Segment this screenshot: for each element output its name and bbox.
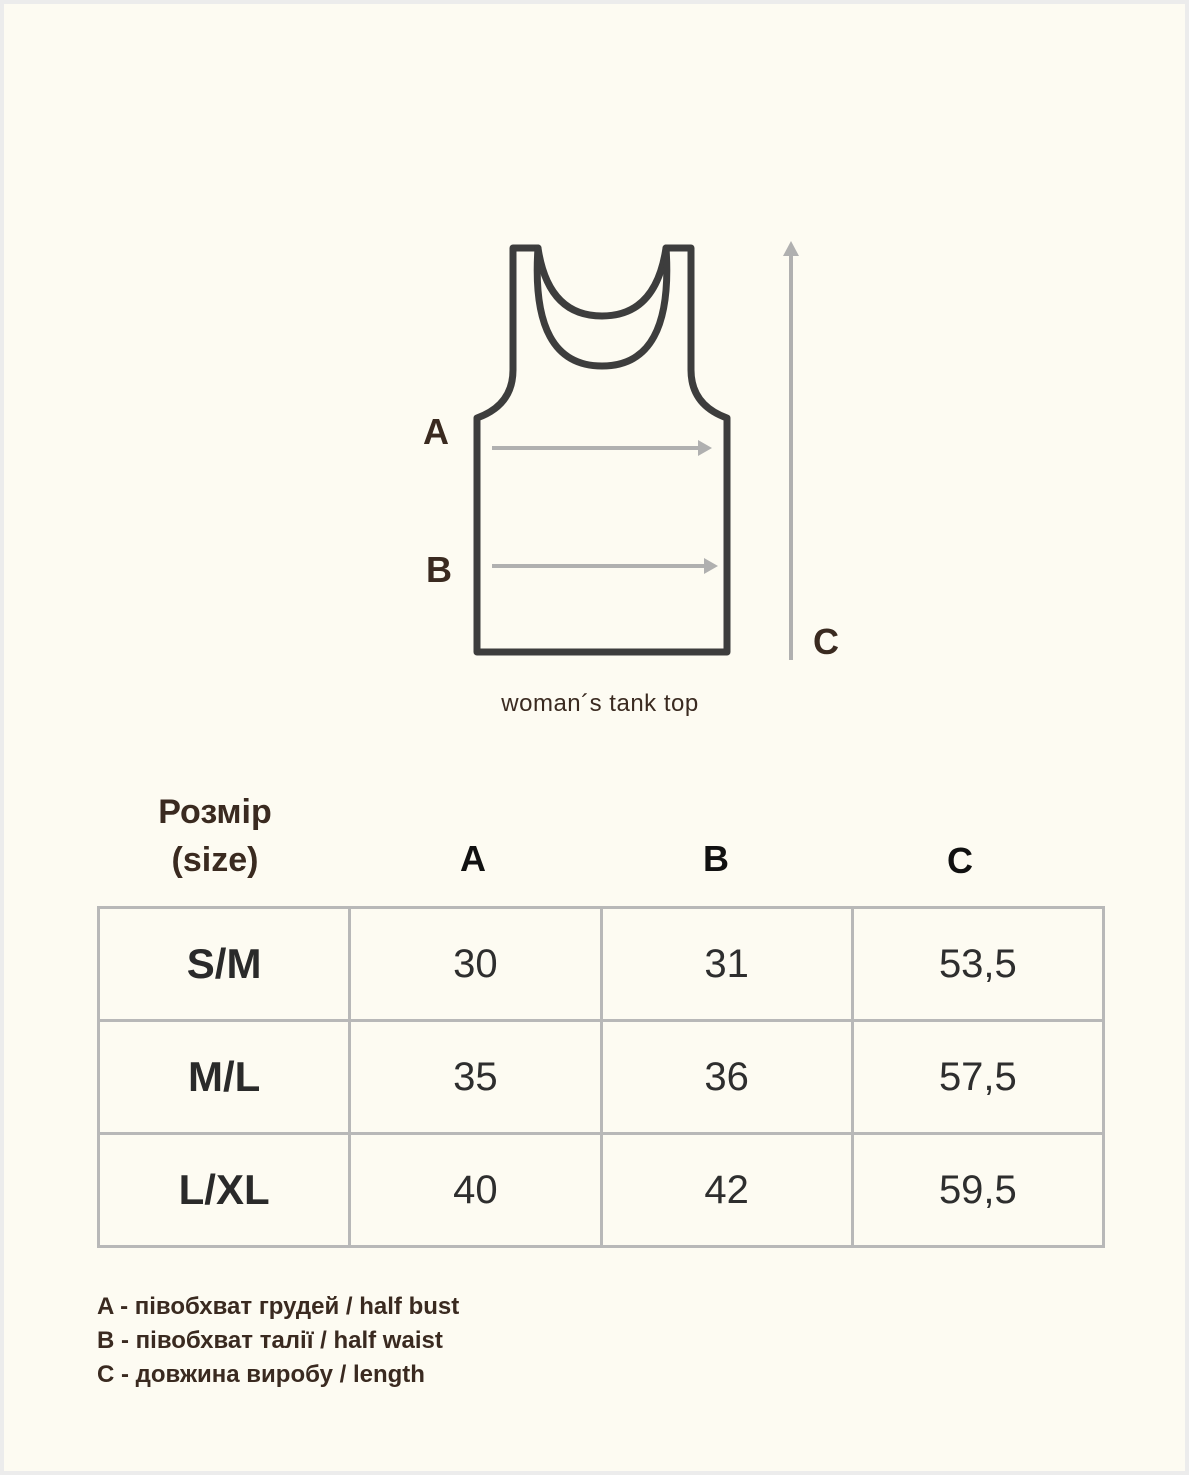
table-row <box>99 1021 1104 1134</box>
size-chart-table <box>97 906 1105 1248</box>
arrow-b-icon <box>492 558 718 574</box>
legend-item-a: A - півобхват грудей / half bust <box>97 1293 460 1320</box>
value-cell-b: 31 <box>601 908 852 1021</box>
neckline-icon <box>537 248 667 366</box>
dimension-label-c: C <box>813 621 839 662</box>
legend-item-c: C - довжина виробу / length <box>97 1361 425 1388</box>
value-cell-b: 36 <box>601 1021 852 1134</box>
size-cell: L/XL <box>99 1134 350 1247</box>
diagram-caption: woman´s tank top <box>501 690 699 717</box>
value-cell-a: 30 <box>350 908 601 1021</box>
value-cell-c: 59,5 <box>852 1134 1103 1247</box>
size-cell: M/L <box>99 1021 350 1134</box>
dimension-label-b: B <box>426 549 452 590</box>
value-cell-a: 35 <box>350 1021 601 1134</box>
size-header-line: Розмір <box>158 793 272 831</box>
column-header-b: B <box>703 838 729 879</box>
arrow-c-icon <box>783 241 799 660</box>
column-header-a: A <box>460 838 486 879</box>
value-cell-b: 42 <box>601 1134 852 1247</box>
value-cell-a: 40 <box>350 1134 601 1247</box>
table-row <box>99 908 1104 1021</box>
arrow-a-icon <box>492 440 712 456</box>
measurement-legend <box>97 1290 459 1392</box>
size-cell: S/M <box>99 908 350 1021</box>
dimension-label-a: A <box>423 411 449 452</box>
value-cell-c: 57,5 <box>852 1021 1103 1134</box>
size-column-header <box>120 788 310 884</box>
legend-item-b: B - півобхват талії / half waist <box>97 1327 443 1354</box>
table-row <box>99 1134 1104 1247</box>
column-header-c: C <box>947 840 973 881</box>
value-cell-c: 53,5 <box>852 908 1103 1021</box>
size-header-line: (size) <box>171 841 259 879</box>
